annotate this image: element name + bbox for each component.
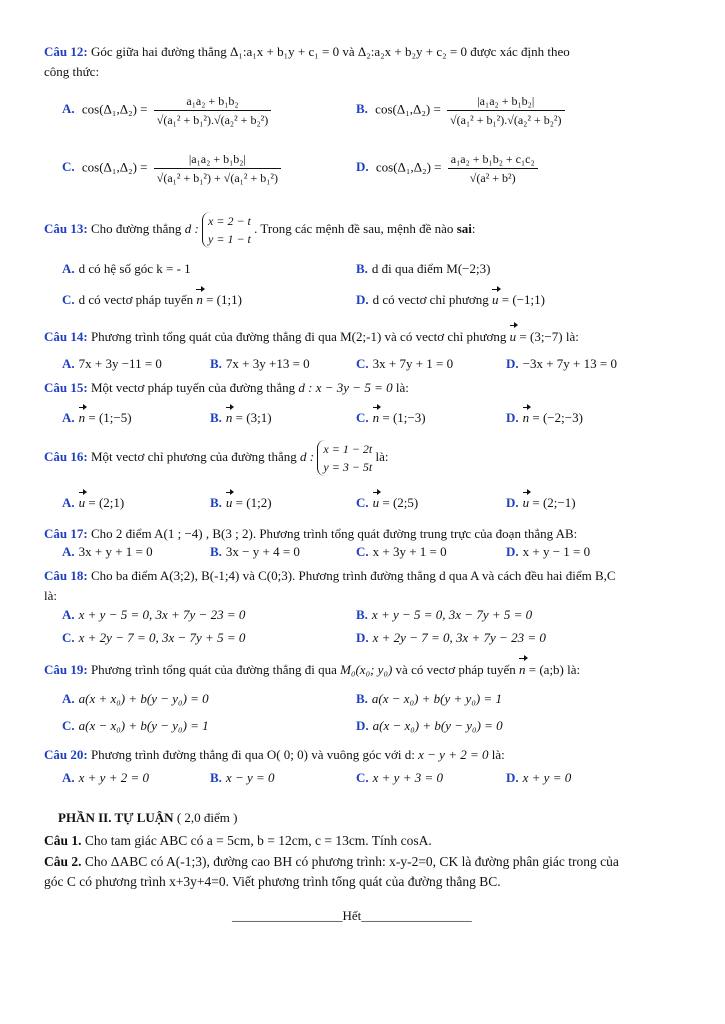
option-c[interactable]: [62, 717, 209, 735]
option-text: 3x + 7y + 1 = 0: [372, 356, 454, 371]
option-c[interactable]: [356, 409, 426, 427]
option-d[interactable]: [506, 543, 590, 561]
option-d[interactable]: [356, 291, 545, 309]
line-equation: d : x − 3y − 5 = 0: [298, 380, 393, 395]
option-lhs: cos(Δ₁,Δ₂) =: [375, 101, 441, 117]
line-equation: x − y + 2 = 0: [418, 747, 489, 762]
option-text: a(x − x₀) + b(y + y₀) = 1: [371, 691, 502, 706]
option-c[interactable]: [62, 629, 245, 647]
option-a[interactable]: [62, 606, 245, 624]
option-label: B.: [356, 101, 368, 117]
system-line-2: y = 3 − 5t: [323, 460, 373, 474]
option-a[interactable]: [62, 769, 149, 787]
option-label: C.: [62, 292, 75, 307]
vector-u: u: [78, 495, 86, 510]
question-text: Cho 2 điểm A(1 ; −4) , B(3 ; 2). Phương trình tổng quát đường trung trực của đoạn thẳng AB:: [90, 526, 578, 541]
option-b[interactable]: [356, 690, 502, 708]
question-text-cont: góc C có phương trình x+3y+4=0. Viết phương trình tổng quát của đường thẳng BC.: [44, 874, 501, 889]
option-text: a(x + x₀) + b(y − y₀) = 0: [78, 691, 209, 706]
option-d[interactable]: [506, 355, 617, 373]
question-text: Cho ΔABC có A(-1;3), đường cao BH có phương trình: x-y-2=0, CK là đường phân giác trong của: [84, 854, 619, 869]
option-text: x + 3y + 1 = 0: [372, 544, 447, 559]
option-a[interactable]: [62, 92, 274, 129]
option-text: = (1;2): [235, 495, 272, 510]
option-c[interactable]: [62, 291, 242, 309]
question-17: [44, 524, 697, 544]
question-text: Cho tam giác ABC có a = 5cm, b = 12cm, c = 13cm. Tính cosA.: [84, 833, 432, 848]
option-d[interactable]: [506, 494, 576, 512]
question-number: Câu 15:: [44, 380, 88, 395]
fraction: [448, 150, 538, 187]
line-name: d :: [300, 448, 315, 464]
option-b[interactable]: [210, 494, 272, 512]
option-c[interactable]: [356, 769, 443, 787]
question-number: Câu 17:: [44, 526, 88, 541]
option-text: 7x + 3y +13 = 0: [225, 356, 310, 371]
option-b[interactable]: [356, 92, 568, 129]
option-c[interactable]: [356, 355, 453, 373]
option-label: C.: [356, 770, 369, 785]
question-text: Phương trình tổng quát của đường thẳng đi qua M(2;-1) và có vectơ chỉ phương: [90, 329, 507, 344]
question-text: Một vectơ chỉ phương của đường thẳng: [90, 448, 297, 464]
question-text-cont: là:: [44, 588, 57, 603]
option-b[interactable]: [210, 543, 300, 561]
option-a[interactable]: [62, 690, 209, 708]
option-label: B.: [210, 544, 222, 559]
option-text: x + y − 1 = 0: [522, 544, 591, 559]
question-tail: là:: [567, 662, 581, 677]
question-text-cont: công thức:: [44, 64, 100, 79]
question-number: Câu 19:: [44, 662, 88, 677]
question-text: Góc giữa hai đường thẳng Δ₁:a₁x + b₁y + c₁ = 0 và Δ₂:a₂x + b₂y + c₂ = 0 được xác định theo: [90, 44, 570, 59]
option-label: C.: [62, 718, 75, 733]
option-text: d có vectơ chỉ phương: [372, 292, 489, 307]
fraction-denominator: √(a₁² + b₁²) + √(a₁² + b₁²): [156, 171, 278, 185]
option-lhs: cos(Δ₁,Δ₂) =: [81, 159, 148, 175]
question-number: Câu 13:: [44, 220, 88, 236]
option-label: C.: [356, 544, 369, 559]
fraction-denominator: √(a₁² + b₁²).√(a₂² + b₂²): [450, 113, 562, 127]
question-number: Câu 18:: [44, 568, 88, 583]
vector-value: = (1;1): [206, 292, 242, 307]
option-text: x + y = 0: [522, 770, 572, 785]
option-text: x + 2y − 7 = 0, 3x − 7y + 5 = 0: [78, 630, 246, 645]
option-label: A.: [62, 544, 75, 559]
vector-n: n: [196, 292, 203, 307]
system-line-2: y = 1 − t: [208, 232, 251, 246]
option-text: 3x + y + 1 = 0: [78, 544, 153, 559]
question-text: Phương trình tổng quát của đường thẳng đi qua: [90, 662, 337, 677]
emphasis-text: sai: [456, 220, 472, 236]
option-text: = (2;1): [88, 495, 125, 510]
option-a[interactable]: [62, 355, 162, 373]
option-d[interactable]: [506, 769, 571, 787]
option-text: = (1;−5): [88, 410, 132, 425]
option-label: D.: [356, 630, 369, 645]
option-label: D.: [356, 292, 369, 307]
option-d[interactable]: [506, 409, 583, 427]
option-text: = (−2;−3): [532, 410, 583, 425]
option-label: B.: [210, 495, 222, 510]
option-text: x − y = 0: [225, 770, 275, 785]
option-d[interactable]: [356, 629, 546, 647]
option-text: x + y − 5 = 0, 3x + 7y − 23 = 0: [78, 607, 246, 622]
vector-u: u: [510, 327, 517, 347]
option-text: = (3;1): [235, 410, 272, 425]
option-text: a(x − x₀) + b(y − y₀) = 0: [372, 718, 503, 733]
vector-n: n: [519, 660, 526, 680]
option-label: B.: [210, 356, 222, 371]
system-line-1: x = 2 − t: [208, 214, 251, 228]
option-label: C.: [62, 630, 75, 645]
option-text: d đi qua điểm M(−2;3): [371, 261, 491, 276]
option-label: A.: [62, 495, 75, 510]
question-text: Cho ba điểm A(3;2), B(-1;4) và C(0;3). Phương trình đường thẳng d qua A và cách đều hai điểm B,C: [90, 568, 616, 583]
option-text: = (1;−3): [382, 410, 426, 425]
parametric-system: [317, 440, 372, 476]
question-text: Cho đường thẳng: [90, 220, 182, 236]
question-18: [44, 566, 697, 606]
question-19: [44, 660, 697, 680]
option-label: A.: [62, 261, 75, 276]
question-number: Câu 12:: [44, 44, 88, 59]
option-lhs: cos(Δ₁,Δ₂) =: [375, 159, 442, 175]
part-points: ( 2,0 điểm ): [176, 810, 238, 825]
option-label: B.: [210, 410, 222, 425]
vector-n: n: [78, 410, 86, 425]
option-label: D.: [506, 356, 519, 371]
option-label: A.: [62, 410, 75, 425]
question-12: [44, 42, 697, 82]
question-15: [44, 378, 697, 398]
option-label: C.: [356, 356, 369, 371]
vector-value: = (a;b): [528, 662, 564, 677]
option-b[interactable]: [356, 260, 490, 278]
option-text: x + y + 2 = 0: [78, 770, 149, 785]
option-b[interactable]: [356, 606, 532, 624]
question-text: Phương trình đường thẳng đi qua O( 0; 0) và vuông góc với d:: [90, 747, 415, 762]
part-heading: [58, 810, 237, 826]
option-label: C.: [356, 495, 369, 510]
vector-value: = (−1;1): [501, 292, 545, 307]
option-label: B.: [356, 607, 368, 622]
question-16: [44, 440, 697, 476]
option-label: A.: [62, 607, 75, 622]
option-label: D.: [506, 410, 519, 425]
option-label: A.: [62, 101, 75, 117]
vector-u: u: [225, 495, 233, 510]
fraction: [447, 92, 564, 129]
question-13: [44, 212, 697, 248]
option-label: D.: [356, 718, 369, 733]
option-label: A.: [62, 770, 75, 785]
option-a[interactable]: [62, 494, 124, 512]
option-c[interactable]: [356, 494, 418, 512]
essay-question-2: [44, 852, 697, 892]
fraction-numerator: |a₁a₂ + b₁b₂|: [447, 92, 564, 111]
option-c[interactable]: [356, 543, 447, 561]
option-text: x + y − 5 = 0, 3x − 7y + 5 = 0: [371, 607, 533, 622]
option-label: A.: [62, 691, 75, 706]
essay-question-1: [44, 831, 697, 851]
option-c[interactable]: [62, 150, 284, 187]
fraction-numerator: a₁a₂ + b₁b₂: [154, 92, 271, 111]
option-a[interactable]: [62, 409, 132, 427]
option-label: A.: [62, 356, 75, 371]
question-tail: là:: [491, 747, 505, 762]
option-label: B.: [356, 261, 368, 276]
vector-u: u: [522, 495, 530, 510]
option-d[interactable]: [356, 150, 541, 187]
part-title: PHẦN II. TỰ LUẬN: [58, 810, 174, 825]
vector-u: u: [492, 292, 499, 307]
question-tail: là:: [375, 448, 389, 464]
option-text: −3x + 7y + 13 = 0: [522, 356, 617, 371]
option-label: C.: [62, 159, 75, 175]
option-text: = (2;−1): [532, 495, 576, 510]
question-number: Câu 14:: [44, 329, 88, 344]
option-label: D.: [506, 495, 519, 510]
parametric-system: [202, 212, 251, 248]
option-b[interactable]: [210, 769, 275, 787]
question-tail: là:: [395, 380, 409, 395]
fraction-denominator: √(a² + b²): [469, 171, 516, 185]
vector-n: n: [225, 410, 233, 425]
vector-u: u: [372, 495, 380, 510]
option-label: B.: [210, 770, 222, 785]
option-a[interactable]: [62, 543, 153, 561]
option-lhs: cos(Δ₁,Δ₂) =: [81, 101, 148, 117]
option-text: d có hệ số góc k = - 1: [78, 261, 191, 276]
question-text-cont: và có vectơ pháp tuyến: [395, 662, 516, 677]
question-number: Câu 2.: [44, 854, 82, 869]
fraction: [154, 150, 281, 187]
option-label: C.: [356, 410, 369, 425]
option-label: B.: [356, 691, 368, 706]
option-text: a(x − x₀) + b(y − y₀) = 1: [78, 718, 209, 733]
option-label: D.: [506, 770, 519, 785]
question-tail: là:: [565, 329, 579, 344]
question-text: Một vectơ pháp tuyến của đường thẳng: [90, 380, 296, 395]
end-marker: _________________Hết_________________: [232, 908, 472, 923]
question-text-cont: . Trong các mệnh đề sau, mệnh đề nào: [254, 220, 454, 236]
question-number: Câu 1.: [44, 833, 82, 848]
punctuation: :: [471, 220, 476, 236]
option-text: x + 2y − 7 = 0, 3x + 7y − 23 = 0: [372, 630, 546, 645]
option-d[interactable]: [356, 717, 503, 735]
system-line-1: x = 1 − 2t: [323, 442, 373, 456]
vector-n: n: [522, 410, 530, 425]
line-name: d :: [184, 220, 199, 236]
option-b[interactable]: [210, 355, 310, 373]
vector-value: = (3;−7): [519, 329, 563, 344]
fraction-denominator: √(a₁² + b₁²).√(a₂² + b₂²): [156, 113, 269, 127]
question-number: Câu 20:: [44, 747, 88, 762]
option-b[interactable]: [210, 409, 272, 427]
question-number: Câu 16:: [44, 448, 88, 464]
option-text: 3x − y + 4 = 0: [225, 544, 300, 559]
option-text: d có vectơ pháp tuyến: [78, 292, 194, 307]
option-a[interactable]: [62, 260, 191, 278]
option-text: x + y + 3 = 0: [372, 770, 443, 785]
vector-n: n: [372, 410, 380, 425]
question-14: [44, 327, 697, 347]
option-label: D.: [506, 544, 519, 559]
fraction-numerator: a₁a₂ + b₁b₂ + c₁c₂: [448, 150, 538, 169]
fraction: [154, 92, 271, 129]
option-text: = (2;5): [382, 495, 419, 510]
question-20: [44, 745, 697, 765]
option-text: 7x + 3y −11 = 0: [78, 356, 162, 371]
option-label: D.: [356, 159, 369, 175]
fraction-numerator: |a₁a₂ + b₁b₂|: [154, 150, 281, 169]
point-m0: M₀(x₀; y₀): [340, 662, 393, 677]
